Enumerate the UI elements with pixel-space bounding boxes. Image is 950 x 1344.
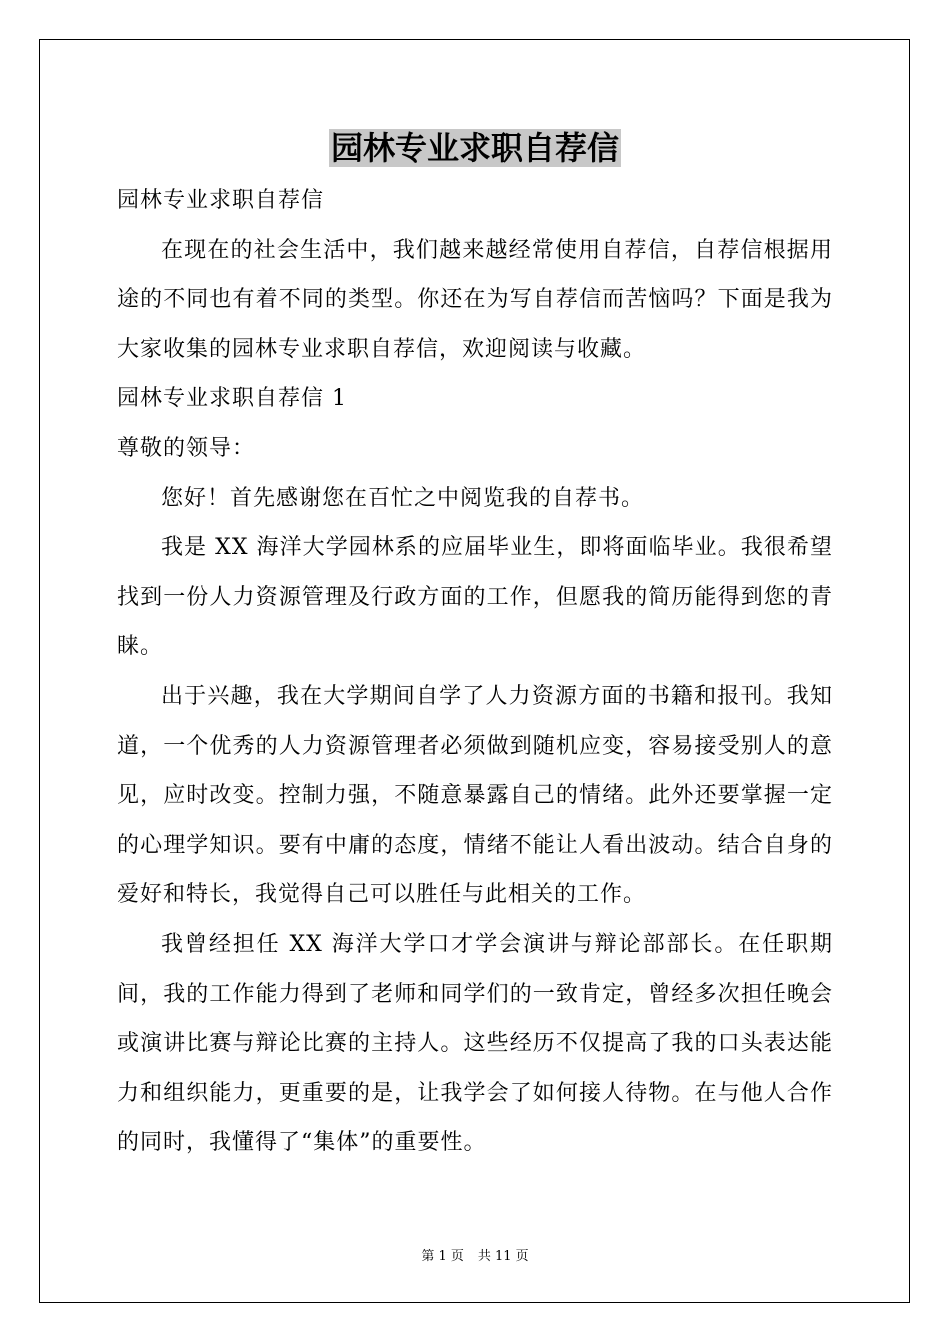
body-paragraph: 我曾经担任 XX 海洋大学口才学会演讲与辩论部部长。在任职期间，我的工作能力得到了老师和同学们的一致肯定，曾经多次担任晚会或演讲比赛与辩论比赛的主持人。这些经历不仅提高了我的口头表达能力和组织能力，更重要的是，让我学会了如何接人待物。在与他人合作的同时，我懂得了“集体”的重要性。 bbox=[117, 931, 834, 1156]
body-paragraph: 您好！首先感谢您在百忙之中阅览我的自荐书。 bbox=[161, 485, 645, 511]
document-title-text: 园林专业求职自荐信 bbox=[330, 129, 619, 167]
body-paragraph: 出于兴趣，我在大学期间自学了人力资源方面的书籍和报刊。我知道，一个优秀的人力资源管理者必须做到随机应变，容易接受别人的意见，应时改变。控制力强，不随意暴露自己的情绪。此外还要掌握一定的心理学知识。要有中庸的态度，情绪不能让人看出波动。结合自身的爱好和特长，我觉得自己可以胜任与此相关的工作。 bbox=[117, 683, 833, 908]
page-number: 第 1 页 bbox=[421, 1249, 464, 1264]
salutation: 尊敬的领导： bbox=[117, 435, 256, 461]
subtitle: 园林专业求职自荐信 bbox=[117, 188, 325, 213]
body-paragraph: 我是 XX 海洋大学园林系的应届毕业生，即将面临毕业。我很希望找到一份人力资源管理及行政方面的工作，但愿我的简历能得到您的青睐。 bbox=[117, 535, 833, 660]
intro-paragraph: 在现在的社会生活中，我们越来越经常使用自荐信，自荐信根据用途的不同也有着不同的类型。你还在为写自荐信而苦恼吗？下面是我为大家收集的园林专业求职自荐信，欢迎阅读与收藏。 bbox=[117, 237, 833, 362]
page-total: 共 11 页 bbox=[477, 1249, 529, 1264]
document-title bbox=[0, 128, 950, 168]
section-heading: 园林专业求职自荐信 1 bbox=[117, 386, 347, 412]
page-footer bbox=[0, 1248, 950, 1266]
document-body bbox=[117, 176, 833, 1168]
